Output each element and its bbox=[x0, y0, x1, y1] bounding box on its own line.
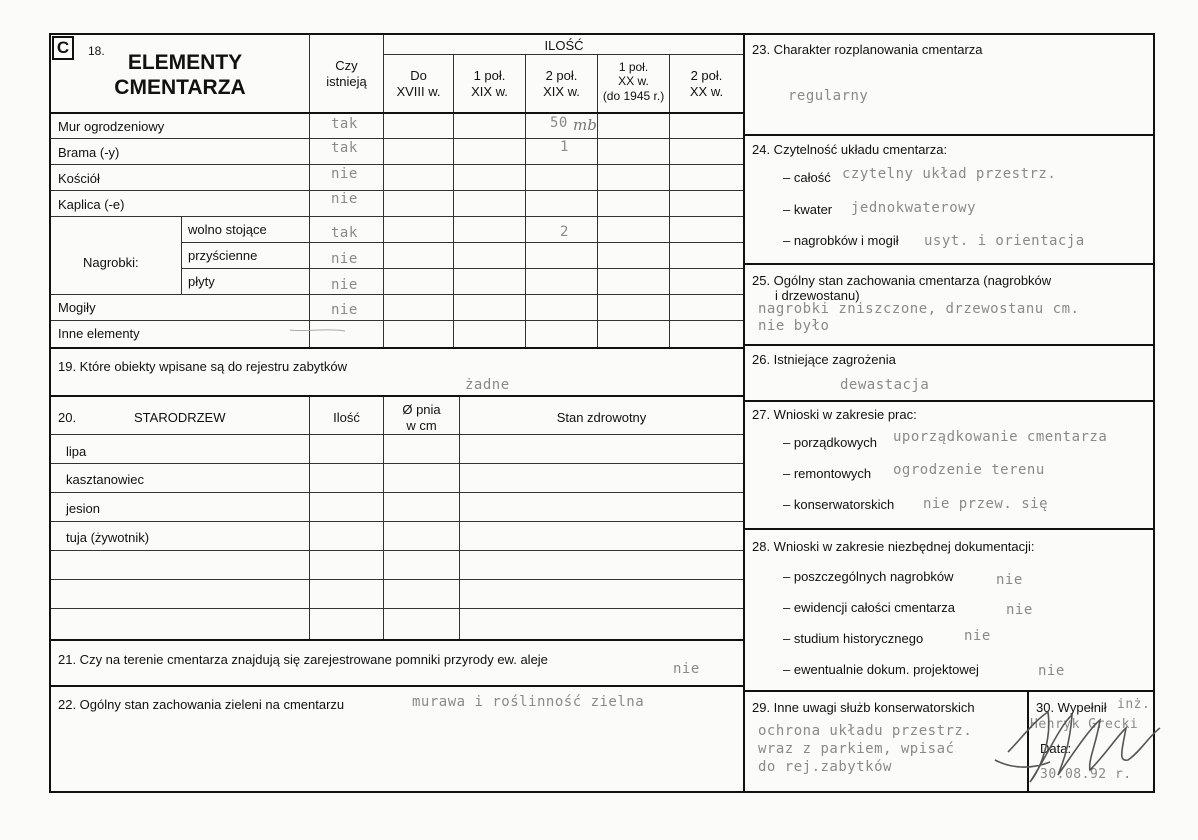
q20-col-qty: Ilość bbox=[333, 410, 360, 425]
q23-label: 23. Charakter rozplanowania cmentarza bbox=[752, 42, 983, 57]
exists-brama: tak bbox=[331, 140, 358, 156]
q22-label: 22. Ogólny stan zachowania zieleni na cmentarzu bbox=[58, 697, 345, 712]
q24-item-3-label: – nagrobków i mogił bbox=[783, 233, 899, 248]
ilosc-header: ILOŚĆ bbox=[544, 38, 584, 53]
col-header-5: 2 poł. XX w. bbox=[689, 68, 724, 99]
row-label-brama: Brama (-y) bbox=[58, 145, 120, 160]
tree-lipa: lipa bbox=[66, 444, 87, 459]
q28-item-2-answer: nie bbox=[1006, 602, 1033, 618]
tree-kasztanowiec: kasztanowiec bbox=[66, 472, 145, 487]
q27-item-2-label: – remontowych bbox=[783, 466, 872, 481]
q30-date: 30.08.92 r. bbox=[1040, 767, 1132, 782]
col-header-2: 1 poł. XIX w. bbox=[471, 68, 508, 99]
q23-answer: regularny bbox=[788, 88, 869, 104]
row-label-wolno: wolno stojące bbox=[188, 222, 267, 237]
tree-jesion: jesion bbox=[66, 501, 100, 516]
exists-mogily: nie bbox=[331, 302, 358, 318]
col-exists-header: Czy istnieją bbox=[326, 58, 367, 89]
q24-item-2-answer: jednokwaterowy bbox=[851, 200, 977, 216]
exists-kosciol: nie bbox=[331, 166, 358, 182]
q24-item-2-label: – kwater bbox=[783, 202, 833, 217]
exists-plyty: nie bbox=[331, 277, 358, 293]
section-c-title-2: CMENTARZA bbox=[114, 76, 246, 99]
q28-item-4-label: – ewentualnie dokum. projektowej bbox=[783, 662, 979, 677]
row-label-mur: Mur ogrodzeniowy bbox=[58, 119, 165, 134]
exists-kaplica: nie bbox=[331, 191, 358, 207]
q25-label-1: 25. Ogólny stan zachowania cmentarza (nagrobków bbox=[752, 273, 1052, 288]
q24-label: 24. Czytelność układu cmentarza: bbox=[752, 142, 948, 157]
col-header-1: Do XVIII w. bbox=[396, 68, 441, 99]
q30-label: 30. Wypełnił bbox=[1036, 700, 1107, 715]
q27-item-1-answer: uporządkowanie cmentarza bbox=[893, 429, 1108, 445]
q26-answer: dewastacja bbox=[840, 377, 930, 393]
q28-item-1-label: – poszczególnych nagrobków bbox=[783, 569, 954, 584]
tree-tuja: tuja (żywotnik) bbox=[66, 530, 150, 545]
q29-answer-3: do rej.zabytków bbox=[758, 759, 892, 775]
exists-mur: tak bbox=[331, 116, 358, 132]
col-header-3: 2 poł. XIX w. bbox=[543, 68, 580, 99]
q24-item-1-answer: czytelny układ przestrz. bbox=[842, 166, 1057, 182]
row-label-mogily: Mogiły bbox=[58, 300, 96, 315]
section-letter: C bbox=[52, 36, 74, 60]
row-label-plyty: płyty bbox=[188, 274, 215, 289]
section-c-title-1: ELEMENTY bbox=[127, 51, 243, 74]
value-brama: 1 bbox=[560, 139, 569, 155]
q21-answer: nie bbox=[673, 661, 700, 677]
value-mur-unit: mb bbox=[573, 116, 597, 134]
q27-label: 27. Wnioski w zakresie prac: bbox=[752, 407, 917, 422]
col-header-4: 1 poł. XX w. (do 1945 r.) bbox=[602, 60, 665, 103]
q22-answer: murawa i roślinność zielna bbox=[412, 694, 645, 710]
q24-item-1-label: – całość bbox=[783, 170, 831, 185]
row-label-inne: Inne elementy bbox=[58, 326, 140, 341]
section-c-number: 18. bbox=[88, 44, 105, 58]
row-label-kosciol: Kościół bbox=[58, 171, 100, 186]
q27-item-2-answer: ogrodzenie terenu bbox=[893, 462, 1045, 478]
exists-wolno: tak bbox=[331, 225, 358, 241]
q27-item-3-label: – konserwatorskich bbox=[783, 497, 895, 512]
q28-item-3-label: – studium historycznego bbox=[783, 631, 924, 646]
q29-answer-1: ochrona układu przestrz. bbox=[758, 723, 973, 739]
q30-name-1: inż. bbox=[1117, 697, 1151, 712]
q25-answer-1: nagrobki zniszczone, drzewostanu cm. bbox=[758, 301, 1080, 317]
q24-item-3-answer: usyt. i orientacja bbox=[924, 233, 1085, 249]
q19-label: 19. Które obiekty wpisane są do rejestru zabytków bbox=[58, 359, 348, 374]
q27-item-1-label: – porządkowych bbox=[783, 435, 877, 450]
exists-przyscienne: nie bbox=[331, 251, 358, 267]
value-wolno: 2 bbox=[560, 224, 569, 240]
q29-label: 29. Inne uwagi służb konserwatorskich bbox=[752, 700, 975, 715]
q30-date-label: Data: bbox=[1040, 741, 1072, 756]
q28-item-2-label: – ewidencji całości cmentarza bbox=[783, 600, 955, 615]
value-mur: 50 bbox=[550, 115, 568, 131]
q28-item-4-answer: nie bbox=[1038, 663, 1065, 679]
q20-col-health: Stan zdrowotny bbox=[556, 410, 647, 425]
q20-number: 20. bbox=[58, 410, 77, 425]
q28-label: 28. Wnioski w zakresie niezbędnej dokumentacji: bbox=[752, 539, 1035, 554]
q20-col-diam: Ø pnia w cm bbox=[402, 402, 441, 433]
q21-label: 21. Czy na terenie cmentarza znajdują się zarejestrowane pomniki przyrody ew. aleje bbox=[58, 652, 548, 667]
nagrobki-label: Nagrobki: bbox=[83, 255, 139, 270]
q20-title: STARODRZEW bbox=[134, 410, 226, 425]
q25-label-2: i drzewostanu) bbox=[775, 288, 860, 303]
q19-answer: żadne bbox=[465, 377, 510, 393]
row-label-kaplica: Kaplica (-e) bbox=[58, 197, 125, 212]
q25-answer-2: nie było bbox=[758, 318, 830, 334]
q28-item-1-answer: nie bbox=[996, 572, 1023, 588]
q29-answer-2: wraz z parkiem, wpisać bbox=[758, 741, 955, 757]
q28-item-3-answer: nie bbox=[964, 628, 991, 644]
q26-label: 26. Istniejące zagrożenia bbox=[752, 352, 896, 367]
q27-item-3-answer: nie przew. się bbox=[923, 496, 1049, 512]
q30-name-2: Henryk Grecki bbox=[1030, 717, 1139, 732]
row-label-przyscienne: przyścienne bbox=[188, 248, 258, 263]
